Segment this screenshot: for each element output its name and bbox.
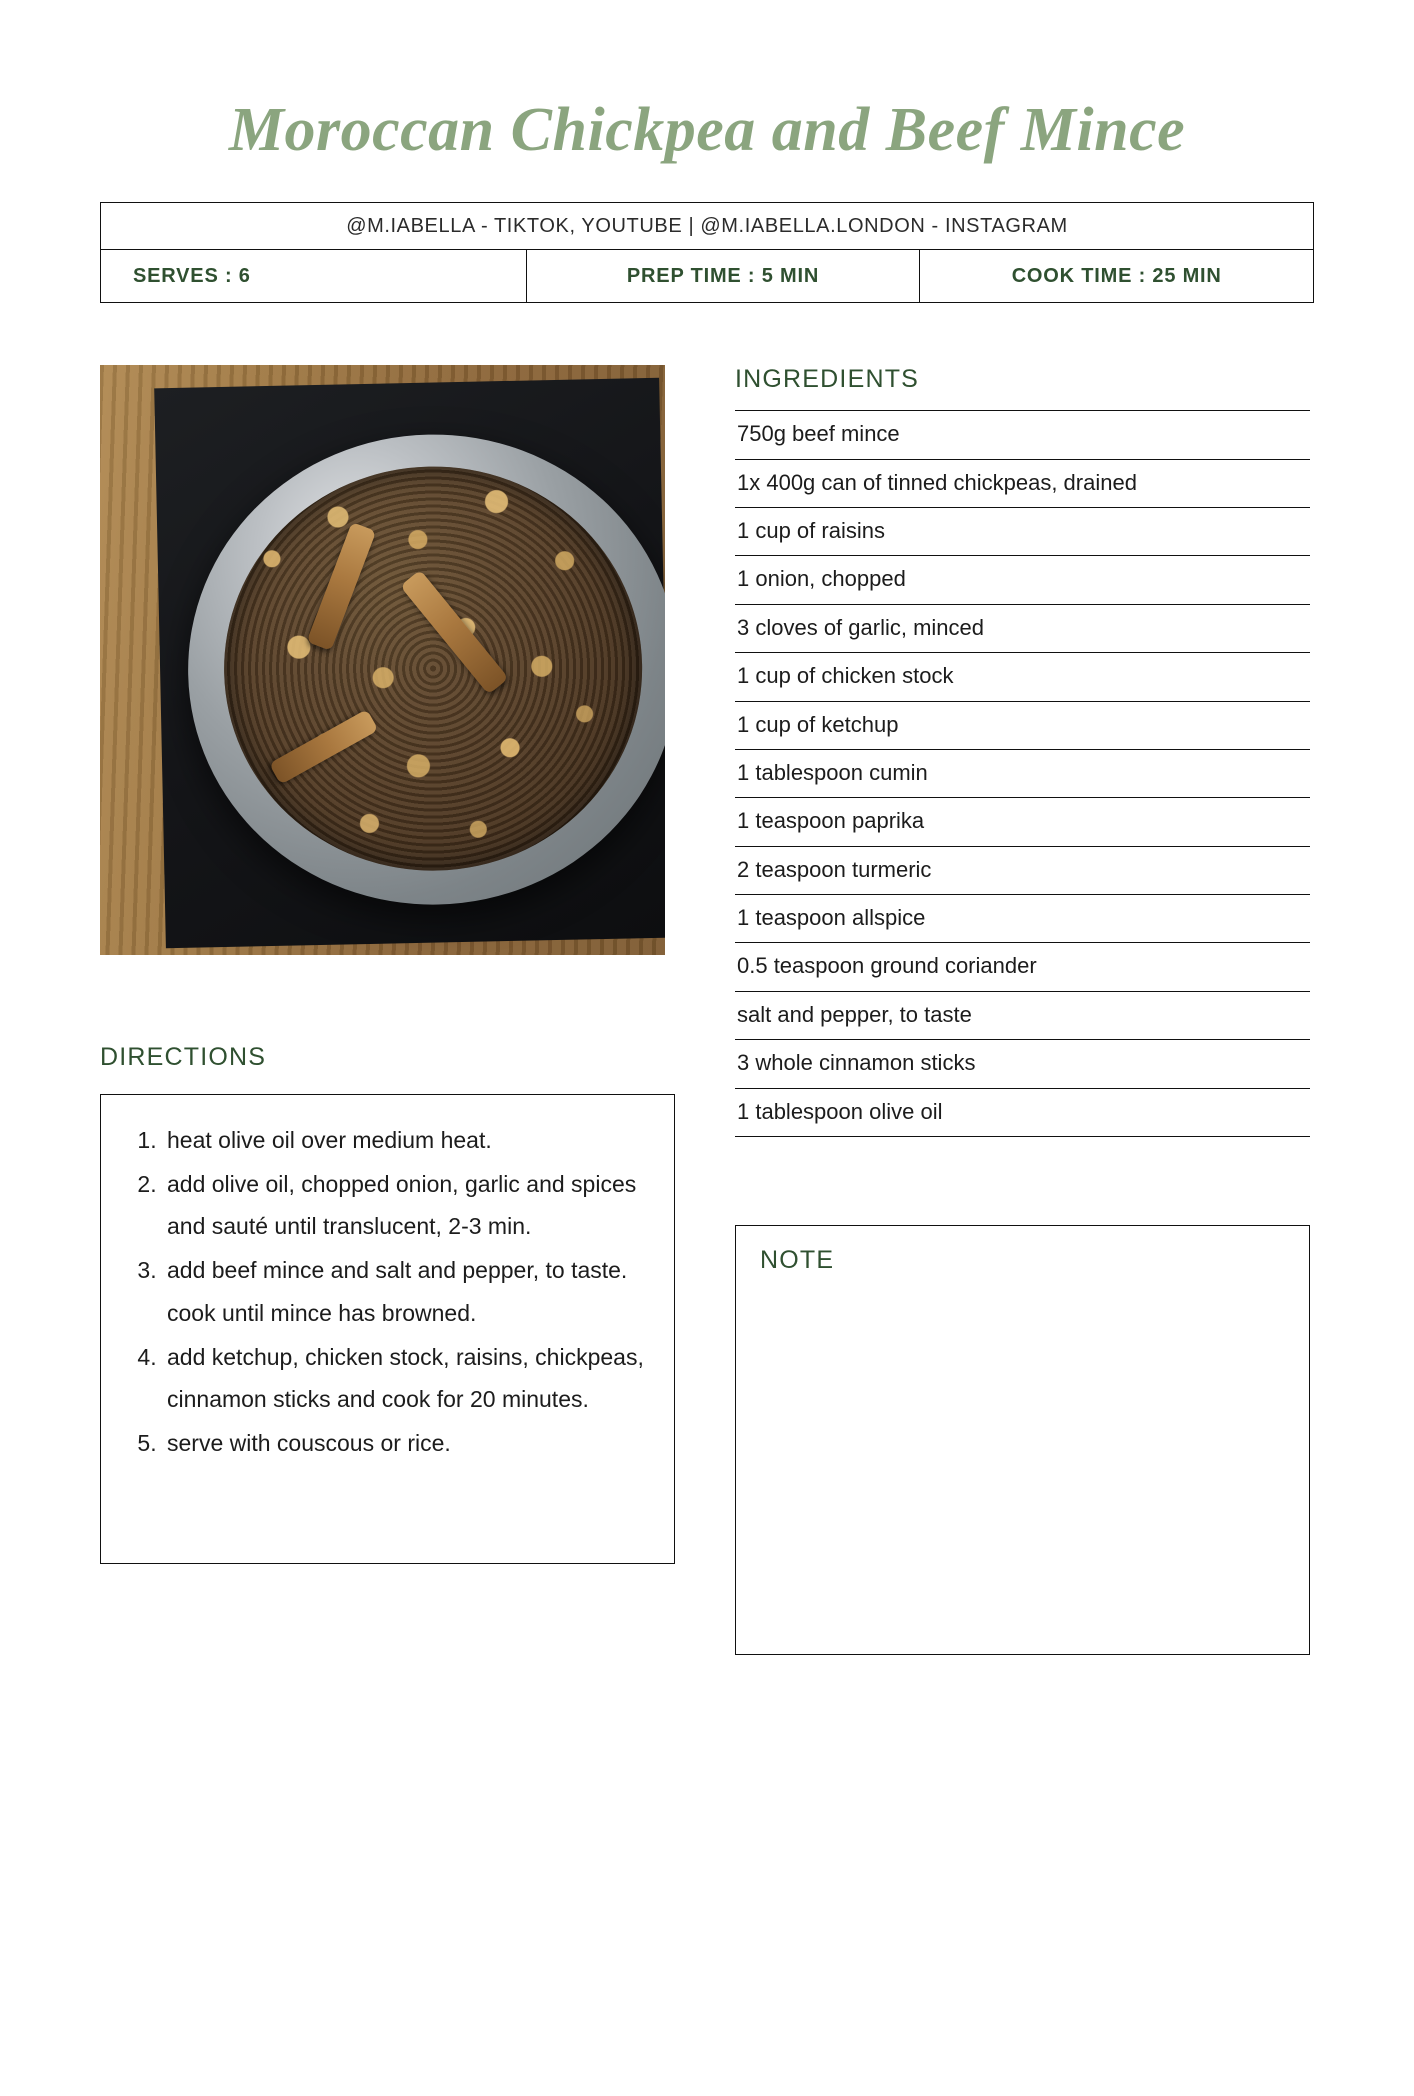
recipe-photo (100, 365, 665, 955)
right-column (735, 365, 1310, 1655)
ingredient-item: 1 teaspoon paprika (735, 798, 1310, 846)
content-columns (100, 365, 1314, 1655)
direction-step: 2. add olive oil, chopped onion, garlic and spices and sauté until translucent, 2-3 min. (163, 1163, 648, 1247)
social-handles-text: @M.IABELLA - TIKTOK, YOUTUBE | @M.IABELLA.LONDON - INSTAGRAM (346, 214, 1068, 237)
ingredients-list (735, 410, 1310, 1137)
direction-step: 5. serve with couscous or rice. (163, 1422, 648, 1464)
recipe-meta-row (100, 250, 1314, 303)
mince-and-chickpeas (220, 462, 646, 875)
ingredient-item: 3 whole cinnamon sticks (735, 1040, 1310, 1088)
serves-cell: SERVES : 6 (133, 264, 251, 287)
recipe-page (0, 96, 1414, 2096)
ingredient-item: 3 cloves of garlic, minced (735, 605, 1310, 653)
ingredient-item: 1 teaspoon allspice (735, 895, 1310, 943)
ingredient-item: 1 cup of chicken stock (735, 653, 1310, 701)
directions-section (100, 1043, 675, 1564)
ingredient-item: 1 tablespoon cumin (735, 750, 1310, 798)
ingredient-item: 750g beef mince (735, 410, 1310, 459)
social-handles-bar (100, 202, 1314, 250)
ingredient-item: 1 cup of ketchup (735, 702, 1310, 750)
ingredients-heading: INGREDIENTS (735, 365, 920, 394)
ingredient-item: 1 onion, chopped (735, 556, 1310, 604)
ingredient-item: 1 cup of raisins (735, 508, 1310, 556)
cook-time-cell: COOK TIME : 25 MIN (919, 250, 1313, 302)
left-column (100, 365, 675, 1655)
ingredient-item: 2 teaspoon turmeric (735, 847, 1310, 895)
note-heading: NOTE (760, 1246, 835, 1275)
note-box[interactable] (735, 1225, 1310, 1655)
frying-pan (183, 430, 665, 910)
ingredient-item: 1 tablespoon olive oil (735, 1089, 1310, 1137)
ingredient-item: salt and pepper, to taste (735, 992, 1310, 1040)
directions-box (100, 1094, 675, 1564)
direction-step: 4. add ketchup, chicken stock, raisins, chickpeas, cinnamon sticks and cook for 20 minutes. (163, 1336, 648, 1420)
induction-hob (154, 378, 665, 948)
pan-contents (220, 462, 646, 875)
direction-step: 1. heat olive oil over medium heat. (163, 1119, 648, 1161)
ingredient-item: 1x 400g can of tinned chickpeas, drained (735, 460, 1310, 508)
direction-step: 3. add beef mince and salt and pepper, to taste. cook until mince has browned. (163, 1249, 648, 1333)
page-title: Moroccan Chickpea and Beef Mince (228, 96, 1186, 164)
ingredient-item: 0.5 teaspoon ground coriander (735, 943, 1310, 991)
directions-list (121, 1119, 648, 1464)
prep-time-cell: PREP TIME : 5 MIN (526, 250, 920, 302)
directions-heading: DIRECTIONS (100, 1043, 267, 1072)
